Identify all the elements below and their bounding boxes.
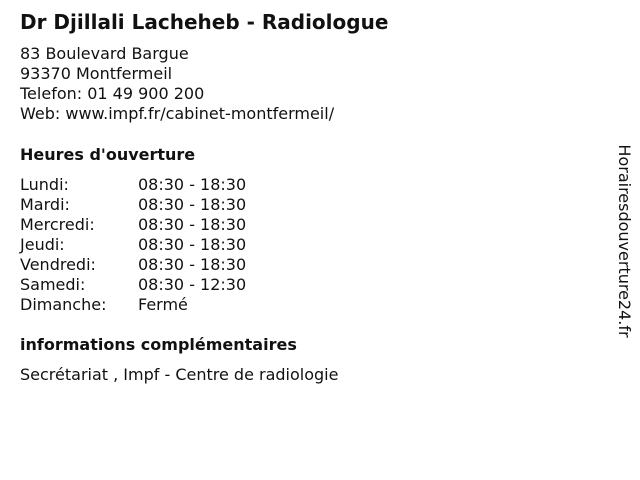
additional-info-heading: informations complémentaires xyxy=(20,335,297,354)
day-label: Mardi: xyxy=(20,195,70,214)
opening-hours-table xyxy=(20,175,246,315)
hours-row-saturday xyxy=(20,275,246,295)
time-range: 08:30 - 12:30 xyxy=(138,275,247,294)
hours-row-friday xyxy=(20,255,246,275)
hours-row-tuesday xyxy=(20,195,246,215)
time-range: 08:30 - 18:30 xyxy=(138,255,247,274)
day-label: Mercredi: xyxy=(20,215,95,234)
time-range: 08:30 - 18:30 xyxy=(138,215,247,234)
day-label: Jeudi: xyxy=(20,235,65,254)
day-label: Vendredi: xyxy=(20,255,96,274)
additional-info-text: Secrétariat , Impf - Centre de radiologie xyxy=(20,365,339,384)
day-label: Dimanche: xyxy=(20,295,107,314)
day-label: Lundi: xyxy=(20,175,69,194)
hours-row-wednesday xyxy=(20,215,246,235)
time-range: 08:30 - 18:30 xyxy=(138,175,247,194)
address-city: 93370 Montfermeil xyxy=(20,64,173,83)
hours-row-sunday xyxy=(20,295,246,315)
phone-number: Telefon: 01 49 900 200 xyxy=(20,84,205,103)
time-range: 08:30 - 18:30 xyxy=(138,235,247,254)
site-watermark: Horairesdouverture24.fr xyxy=(615,144,634,338)
address-street: 83 Boulevard Bargue xyxy=(20,44,189,63)
time-range: Fermé xyxy=(138,295,188,314)
time-range: 08:30 - 18:30 xyxy=(138,195,247,214)
website-link[interactable]: Web: www.impf.fr/cabinet-montfermeil/ xyxy=(20,104,335,123)
contact-block xyxy=(20,44,334,124)
day-label: Samedi: xyxy=(20,275,86,294)
page-title: Dr Djillali Lacheheb - Radiologue xyxy=(20,10,389,34)
opening-hours-heading: Heures d'ouverture xyxy=(20,145,196,164)
hours-row-monday xyxy=(20,175,246,195)
hours-row-thursday xyxy=(20,235,246,255)
